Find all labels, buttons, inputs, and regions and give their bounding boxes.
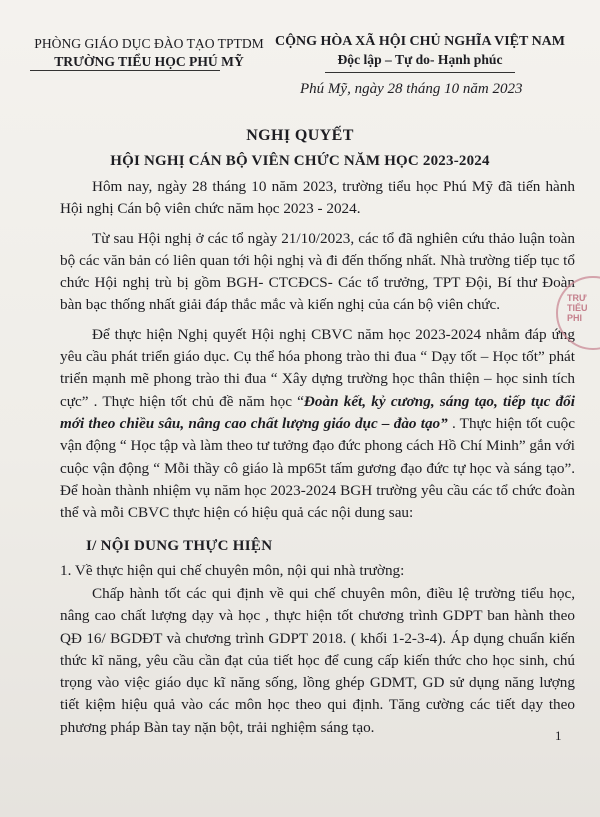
header-left <box>24 36 274 70</box>
republic-name: CỘNG HÒA XÃ HỘI CHỦ NGHĨA VIỆT NAM <box>274 34 565 49</box>
page-number: 1 <box>555 728 562 743</box>
section-heading: I/ NỘI DUNG THỰC HIỆN <box>86 538 273 554</box>
paragraph-3 <box>60 324 575 525</box>
national-motto: Độc lập – Tự do- Hạnh phúc <box>337 52 503 67</box>
stamp-text: TRƯ TIỂU PHI <box>567 293 588 323</box>
school-year-theme: Đoàn kết, kỷ cương, sáng tạo, tiếp tục đổi mới theo chiều sâu, nâng cao chất lượng giáo dục – đào tạo” <box>60 392 575 432</box>
section-item-1: 1. Về thực hiện qui chế chuyên môn, nội qui nhà trường: <box>60 562 405 579</box>
document-title: NGHỊ QUYẾT <box>246 127 354 144</box>
section-item-1-text: Chấp hành tốt các qui định về qui chế chuyên môn, điều lệ trường tiểu học, nâng cao chất lượng dạy và học , thực hiện tốt chương trình GDPT ban hành theo QĐ 16/ BGDĐT và chương trình GDPT 2018. ( khối 1-2-3-4). Áp dụng chuẩn kiến thức kĩ năng, yêu cầu cần đạt của tiết học để cung cấp kiến thức cho học sinh, chú trọng vào việc giáo dục kĩ năng sống, lồng ghép GDMT, GD sử dụng năng lượng tiết kiệm hiệu quả vào các môn học theo qui định. Tăng cường các tiết dạy theo phương pháp Bàn tay nặn bột, trải nghiệm sáng tạo. <box>60 585 575 736</box>
document-body <box>60 176 575 531</box>
paragraph-3-part-c: . Thực hiện tốt cuộc vận động “ Học tập và làm theo tư tưởng đạo đức phong cách Hồ Chí Minh” gắn với cuộc vận động “ Mỗi thầy cô giáo là mp65t tấm gương đạo đức tự học và sáng tạo”. Để hoàn thành nhiệm vụ năm học 2023-2024 BGH trường yêu cầu các tổ chức đoàn thể và mỗi CBVC thực hiện có hiệu quả các nội dung sau: <box>60 414 576 522</box>
document-subtitle: HỘI NGHỊ CÁN BỘ VIÊN CHỨC NĂM HỌC 2023-2024 <box>110 153 490 169</box>
paragraph-1: Hôm nay, ngày 28 tháng 10 năm 2023, trường tiểu học Phú Mỹ đã tiến hành Hội nghị Cán bộ viên chức năm học 2023 - 2024. <box>60 178 575 218</box>
header-underline-right <box>325 72 515 73</box>
header-underline-left <box>30 70 220 71</box>
paragraph-3-part-a: Để thực hiện Nghị quyết Hội nghị CBVC năm học 2023-2024 nhằm đáp ứng yêu cầu phát triển giáo dục. Cụ thể hóa phong trào thi đua “ Dạy tốt – Học tốt” phát triển mạnh mẽ phong trào thi đua “ Xây dựng trường học thân thiện – học sinh tích cực” . Thực hiện tốt chủ đề năm học “ <box>60 325 575 410</box>
paragraph-2: Từ sau Hội nghị ở các tổ ngày 21/10/2023, các tổ đã nghiên cứu thảo luận toàn bộ các văn bản có liên quan tới hội nghị và đi đến thống nhất. Nhà trường tiếp tục tổ chức Hội nghị trù bị gồm BGH- CTCĐCS- Các tổ trưởng, TPT Đội, Bí thư Đoàn bàn bạc thống nhất giải đáp thắc mắc và kiến nghị của cán bộ viên chức. <box>60 229 575 314</box>
section-body <box>60 583 575 739</box>
department-name: PHÒNG GIÁO DỤC ĐÀO TẠO TPTDM <box>34 36 264 51</box>
date-line: Phú Mỹ, ngày 28 tháng 10 năm 2023 <box>300 81 523 97</box>
school-name: TRƯỜNG TIỂU HỌC PHÚ MỸ <box>54 54 244 69</box>
header-right <box>252 34 588 68</box>
